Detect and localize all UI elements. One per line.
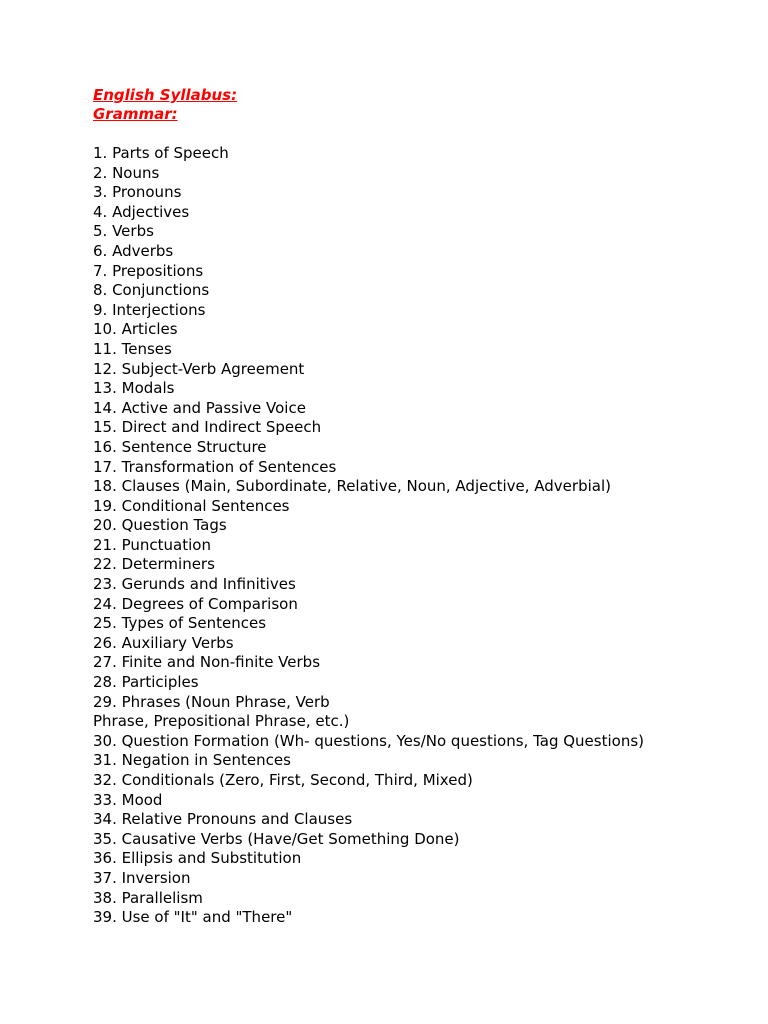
topic-item: 33. Mood xyxy=(93,790,163,809)
topic-item: 15. Direct and Indirect Speech xyxy=(93,418,322,437)
topic-item: 16. Sentence Structure xyxy=(93,437,267,456)
topic-item: 21. Punctuation xyxy=(93,535,211,554)
topic-item: 19. Conditional Sentences xyxy=(93,496,290,515)
topic-item: 17. Transformation of Sentences xyxy=(93,457,337,476)
topic-item: 39. Use of "It" and "There" xyxy=(93,908,293,927)
topic-item: 35. Causative Verbs (Have/Get Something Done) xyxy=(93,829,460,848)
topic-list xyxy=(93,144,753,928)
topic-item: 2. Nouns xyxy=(93,163,160,182)
topic-item: 34. Relative Pronouns and Clauses xyxy=(93,810,353,829)
topic-item: 24. Degrees of Comparison xyxy=(93,594,298,613)
document-page xyxy=(93,86,753,928)
topic-item: 3. Pronouns xyxy=(93,183,182,202)
topic-item: 25. Types of Sentences xyxy=(93,614,267,633)
topic-item: 8. Conjunctions xyxy=(93,281,210,300)
topic-item: 7. Prepositions xyxy=(93,261,204,280)
topic-item: 23. Gerunds and Infinitives xyxy=(93,575,296,594)
topic-item: 10. Articles xyxy=(93,320,178,339)
topic-item: 30. Question Formation (Wh- questions, Yes/No questions, Tag Questions) xyxy=(93,731,644,750)
topic-item: 13. Modals xyxy=(93,379,175,398)
topic-item: 22. Determiners xyxy=(93,555,215,574)
section-heading-grammar: Grammar: xyxy=(93,105,178,123)
topic-item: Phrase, Prepositional Phrase, etc.) xyxy=(93,712,350,731)
topic-item: 4. Adjectives xyxy=(93,202,190,221)
topic-item: 29. Phrases (Noun Phrase, Verb xyxy=(93,692,330,711)
topic-item: 36. Ellipsis and Substitution xyxy=(93,849,302,868)
topic-item: 26. Auxiliary Verbs xyxy=(93,633,234,652)
topic-item: 38. Parallelism xyxy=(93,888,203,907)
topic-item: 9. Interjections xyxy=(93,300,206,319)
topic-item: 14. Active and Passive Voice xyxy=(93,398,306,417)
topic-item: 11. Tenses xyxy=(93,339,172,358)
spacer xyxy=(93,124,753,144)
topic-item: 32. Conditionals (Zero, First, Second, Third, Mixed) xyxy=(93,771,473,789)
topic-item: 31. Negation in Sentences xyxy=(93,751,291,770)
document-title: English Syllabus: xyxy=(93,86,238,104)
topic-item: 20. Question Tags xyxy=(93,516,227,535)
topic-item: 5. Verbs xyxy=(93,222,154,241)
topic-item: 28. Participles xyxy=(93,673,199,692)
topic-item: 37. Inversion xyxy=(93,868,191,887)
topic-item: 27. Finite and Non-finite Verbs xyxy=(93,653,321,672)
topic-item: 1. Parts of Speech xyxy=(93,144,229,162)
topic-item: 12. Subject-Verb Agreement xyxy=(93,359,305,378)
topic-item: 6. Adverbs xyxy=(93,241,174,260)
topic-item: 18. Clauses (Main, Subordinate, Relative, Noun, Adjective, Adverbial) xyxy=(93,477,611,496)
